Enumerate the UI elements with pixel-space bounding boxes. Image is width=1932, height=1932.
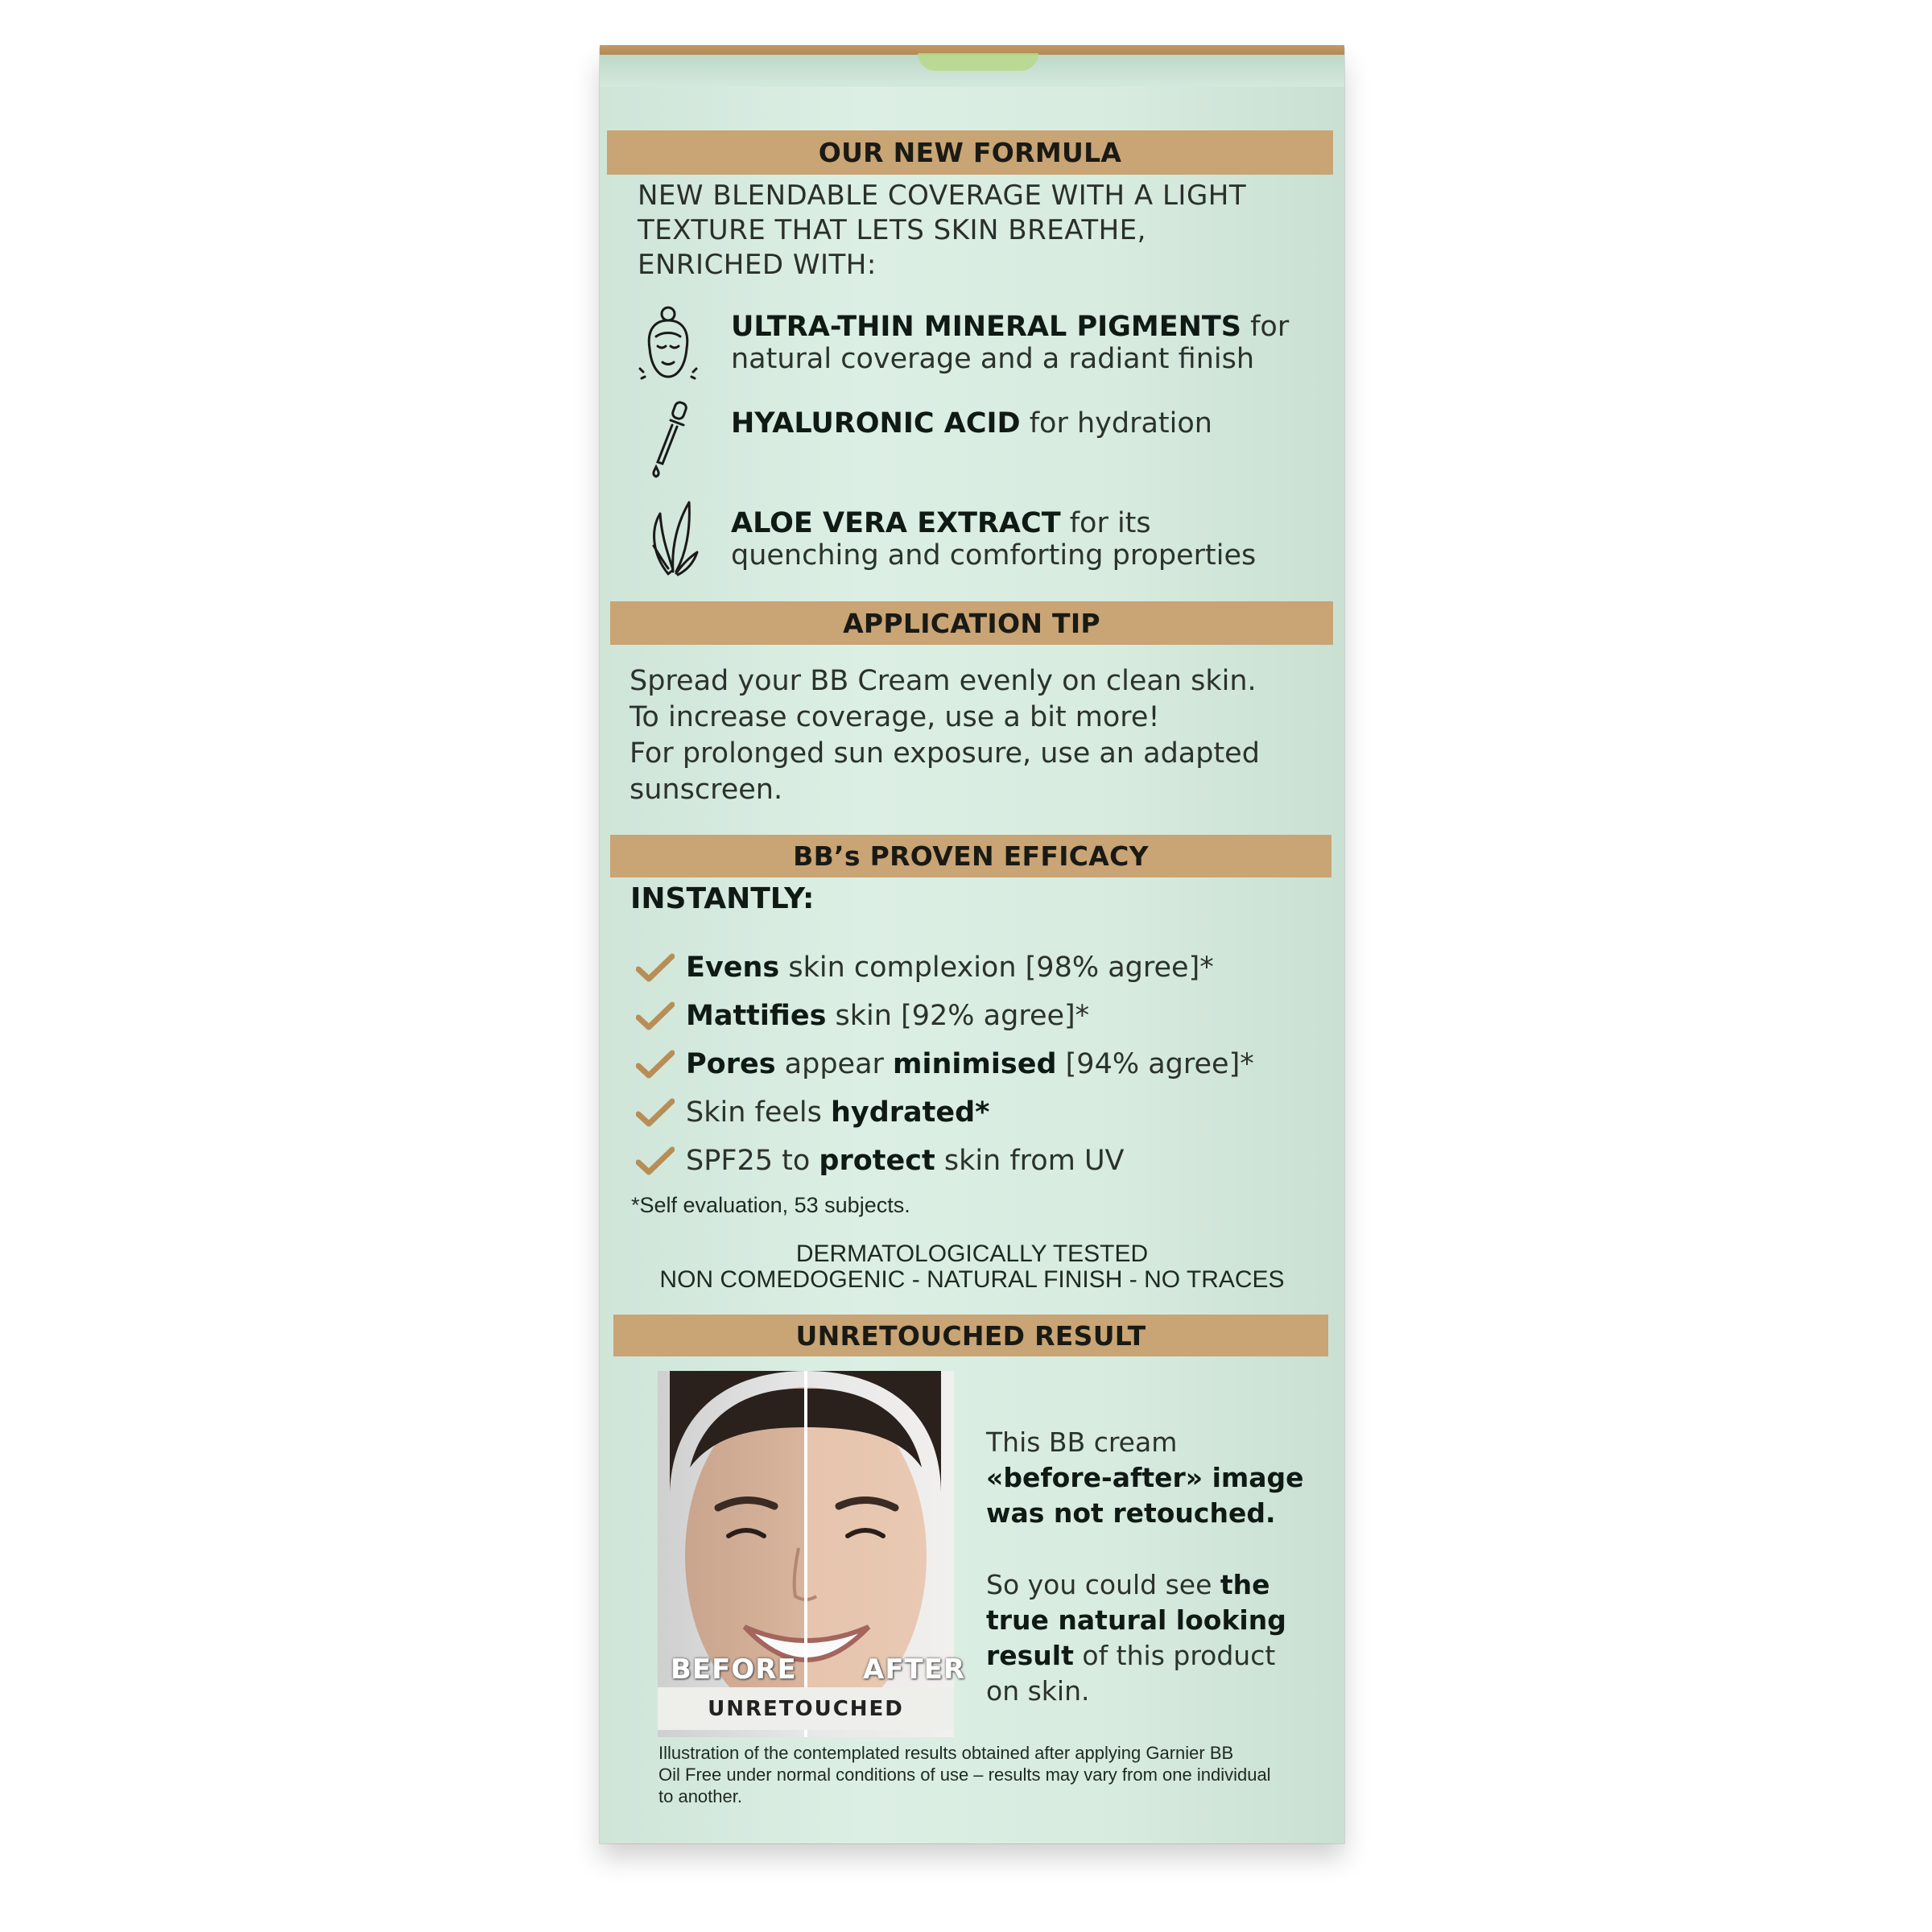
claim-row: Mattifies skin [92% agree]* — [636, 997, 1312, 1037]
feature-text: natural coverage and a radiant finish — [731, 343, 1255, 375]
feature-title: HYALURONIC ACID — [731, 407, 1021, 440]
application-line: Spread your BB Cream evenly on clean skin. — [630, 665, 1257, 697]
intro-line: ENRICHED WITH: — [638, 249, 877, 281]
derm-line: NON COMEDOGENIC - NATURAL FINISH - NO TRACES — [659, 1266, 1285, 1293]
feature-aloe-vera — [731, 507, 1327, 572]
claim-row: Pores appear minimised [94% agree]* — [636, 1045, 1312, 1085]
feature-mineral-pigments — [731, 311, 1327, 375]
section-heading-efficacy: BB’s PROVEN EFFICACY — [610, 835, 1331, 877]
feature-title: ALOE VERA EXTRACT — [731, 507, 1061, 539]
check-icon — [636, 1001, 675, 1030]
check-icon — [636, 1098, 675, 1127]
claim-row: Evens skin complexion [98% agree]* — [636, 948, 1312, 989]
feature-text: for — [1241, 311, 1290, 343]
feature-text: for its — [1060, 507, 1151, 539]
check-icon — [636, 1146, 675, 1175]
application-line: sunscreen. — [630, 774, 783, 806]
efficacy-footnote: *Self evaluation, 53 subjects. — [631, 1193, 910, 1217]
section-heading-result: UNRETOUCHED RESULT — [613, 1315, 1328, 1356]
efficacy-subheading: INSTANTLY: — [630, 882, 815, 915]
feature-text: for hydration — [1020, 407, 1212, 440]
section-heading-application: APPLICATION TIP — [610, 601, 1333, 645]
before-label: BEFORE — [671, 1653, 797, 1686]
application-line: To increase coverage, use a bit more! — [630, 701, 1160, 733]
derm-line: DERMATOLOGICALLY TESTED — [795, 1241, 1149, 1267]
result-statement: This BB cream «before-after» image was not retouched. — [986, 1426, 1304, 1529]
claim-row: SPF25 to protect skin from UV — [636, 1141, 1312, 1182]
application-text — [630, 663, 1330, 808]
result-explanation: So you could see the true natural looking result of this product on skin. — [986, 1569, 1286, 1707]
section-heading-formula: OUR NEW FORMULA — [607, 130, 1333, 175]
aloe-leaf-icon — [644, 497, 700, 578]
unretouched-caption: UNRETOUCHED — [658, 1687, 954, 1730]
dropper-icon — [640, 399, 696, 480]
brand-logo-partial — [918, 53, 1038, 71]
feature-title: ULTRA-THIN MINERAL PIGMENTS — [731, 311, 1241, 343]
feature-text: quenching and comforting properties — [731, 539, 1257, 572]
check-icon — [636, 953, 675, 982]
application-line: For prolonged sun exposure, use an adapted — [630, 737, 1260, 770]
feature-hyaluronic-acid — [731, 407, 1327, 440]
formula-intro — [638, 179, 1314, 283]
intro-line: NEW BLENDABLE COVERAGE WITH A LIGHT — [638, 180, 1247, 212]
face-icon — [632, 304, 704, 385]
claim-row: Skin feels hydrated* — [636, 1093, 1312, 1133]
dermatological-claims — [612, 1241, 1332, 1293]
after-label: AFTER — [863, 1653, 966, 1686]
legal-disclaimer: Illustration of the contemplated results obtained after applying Garnier BB Oil Free under normal conditions of use – results may vary from one individual to another. — [658, 1743, 1271, 1806]
intro-line: TEXTURE THAT LETS SKIN BREATHE, — [638, 214, 1146, 246]
check-icon — [636, 1050, 675, 1079]
